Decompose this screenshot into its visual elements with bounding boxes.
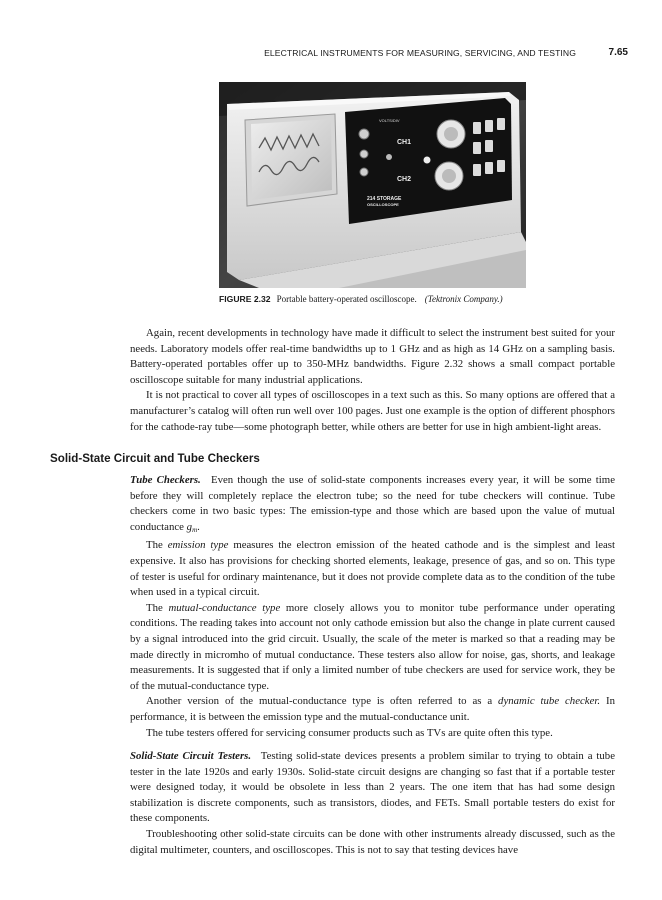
oscilloscope-photo bbox=[219, 82, 526, 288]
model-label-1: 214 STORAGE bbox=[367, 196, 402, 202]
section-body bbox=[130, 473, 615, 858]
paragraph: Troubleshooting other solid-state circuits can be done with other instruments already discussed, such as the digital multimeter, counters, and oscilloscopes. This is not to say that testing devices have bbox=[130, 828, 615, 856]
ch1-label: CH1 bbox=[397, 139, 412, 146]
ch2-label: CH2 bbox=[397, 176, 412, 183]
figure-credit: (Tektronix Company.) bbox=[424, 294, 503, 304]
figure-caption-text: Portable battery-operated oscilloscope. bbox=[276, 294, 417, 304]
svg-text:VOLTS/DIV: VOLTS/DIV bbox=[379, 118, 400, 123]
paragraph: Tube Checkers. Even though the use of solid-state components increases every year, it will be some time before they will completely replace the electron tube; so the need for tube checkers will continue. Tube checkers come in two basic types: The emission-type and those which are based upon the value of mutual conductance $g_m$. bbox=[130, 474, 615, 534]
paragraph: The mutual-conductance type more closely allows you to monitor tube performance under operating conditions. The reading takes into account not only cathode emission but also the change in plate current caused by a signal introduced into the grid circuit. Usually, the scale of the meter is marked so that a reading may be made directly in micromho of mutual conductance. These testers also allow for noise, gas, shorts, and leakage measurements. It is suggested that if only a limited number of tube checkers are used for service work, they be of the mutual-conductance type. bbox=[130, 601, 615, 692]
running-head bbox=[130, 48, 628, 62]
emphasized-term: dynamic tube checker. bbox=[498, 695, 601, 708]
emphasized-term: emission type bbox=[167, 539, 229, 552]
page-number: 7.65 bbox=[608, 47, 628, 58]
section-heading: Solid-State Circuit and Tube Checkers bbox=[50, 452, 260, 465]
emphasized-term: mutual-conductance type bbox=[168, 601, 281, 614]
crt-screen bbox=[251, 119, 332, 200]
paragraph: Again, recent developments in technology have made it difficult to select the instrument best suited for your needs. Laboratory models offer real-time bandwidths up to 1 GHz and as high as 14 GHz on a sampling basis. Battery-operated portables offer up to 350-MHz bandwidths. Figure 2.32 shows a small compact portable oscilloscope suitable for many industrial applications. bbox=[130, 327, 615, 386]
figure-label: FIGURE 2.32 bbox=[219, 294, 271, 304]
paragraph: The tube testers offered for servicing consumer products such as TVs are quite often this type. bbox=[146, 726, 553, 739]
run-in-heading: Solid-State Circuit Testers. bbox=[130, 750, 252, 763]
figure-caption bbox=[219, 294, 559, 304]
paragraph: It is not practical to cover all types of oscilloscopes in a text such as this. So many options are offered that a manufacturer’s catalog will often run well over 100 pages. Just one example is the option of different phosphors for the cathode-ray tube—some photograph better, while others are better for use in high ambient-light areas. bbox=[130, 389, 615, 433]
intro-text bbox=[130, 326, 615, 435]
running-title: ELECTRICAL INSTRUMENTS FOR MEASURING, SERVICING, AND TESTING bbox=[264, 48, 576, 58]
paragraph: The emission type measures the electron emission of the heated cathode and is the simplest and least expensive. It also has provisions for checking shorted elements, leakage, presence of gas, and so on. This type of tester is useful for ordinary maintenance, but it does not provide complete data as to the condition of the tube when used in a typical circuit. bbox=[130, 539, 615, 599]
model-label-2: OSCILLOSCOPE bbox=[367, 202, 399, 207]
oscilloscope-illustration bbox=[219, 82, 526, 288]
run-in-heading: Tube Checkers. bbox=[130, 474, 201, 486]
paragraph: Solid-State Circuit Testers. Testing solid-state devices presents a problem similar to trying to obtain a tube tester in the late 1920s and early 1930s. Solid-state circuit designs are changing so fast that if a portable tester were designed today, it would be obsolete in less than 2 years. The one item that has had some design stabilization is discrete components, such as transistors, diodes, and FETs. Small portable testers do exist for these components. bbox=[130, 750, 615, 825]
math-symbol: $g_m$ bbox=[186, 520, 198, 534]
paragraph: Another version of the mutual-conductance type is often referred to as a dynamic tube checker. In performance, it is between the emission type and the mutual-conductance unit. bbox=[130, 695, 615, 723]
